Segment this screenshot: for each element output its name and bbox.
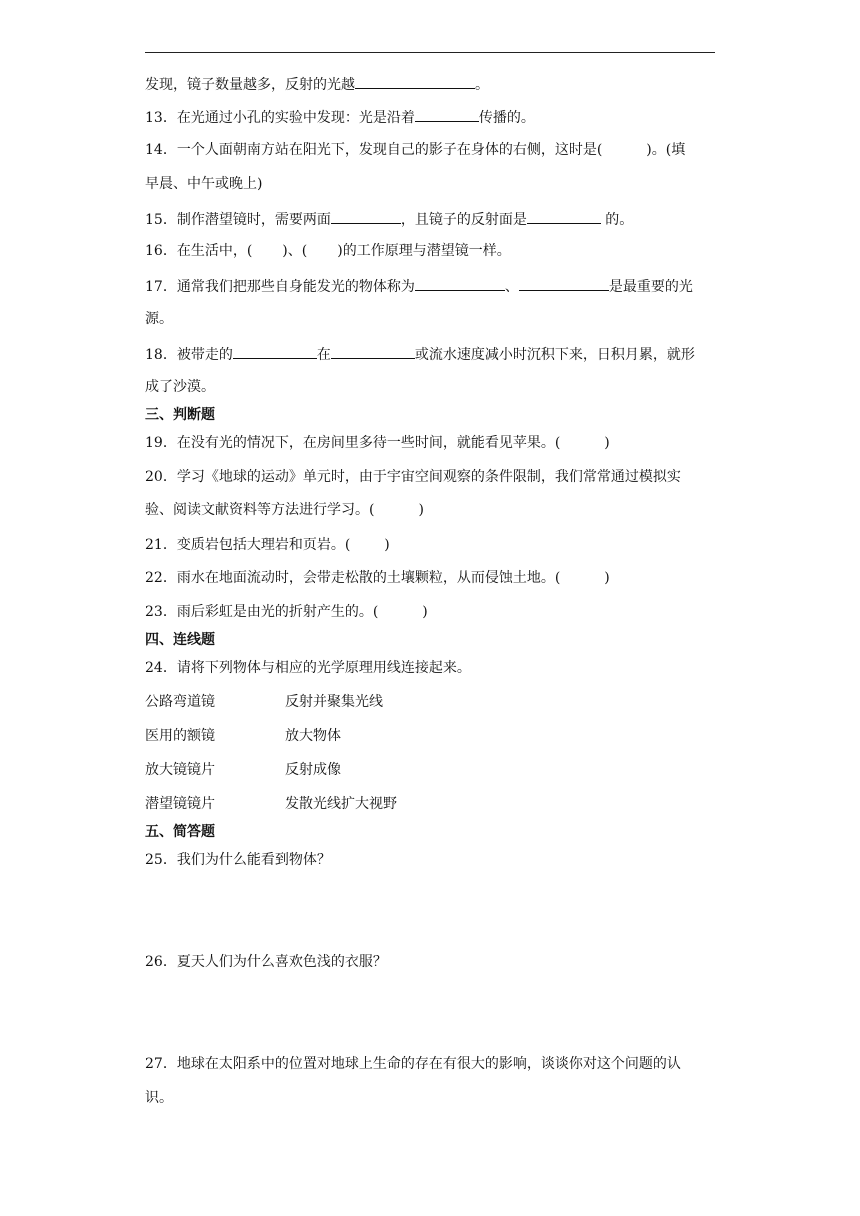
- question-text: 成了沙漠。: [145, 379, 215, 395]
- question-24: [145, 658, 471, 678]
- question-text: 地球在太阳系中的位置对地球上生命的存在有很大的影响，谈谈你对这个问题的认: [176, 1056, 681, 1072]
- question-number: 24．: [145, 660, 177, 676]
- question-number: 14．: [145, 142, 177, 158]
- match-right-item[interactable]: 反射并聚集光线: [285, 694, 383, 710]
- question-number: 18．: [145, 347, 177, 363]
- question-number: 20．: [145, 469, 177, 485]
- question-27-line2: [145, 1088, 173, 1108]
- question-text: 在: [316, 347, 331, 363]
- question-12-continuation: [145, 73, 489, 93]
- question-20: [145, 467, 681, 487]
- question-number: 25．: [145, 852, 177, 868]
- question-text: 的。: [600, 212, 634, 228]
- question-text: 是最重要的光: [608, 279, 693, 295]
- question-text: 一个人面朝南方站在阳光下，发现自己的影子在身体的右侧，这时是(: [176, 142, 603, 158]
- question-23: [145, 602, 428, 622]
- question-21: [145, 535, 390, 555]
- question-text: 或流水速度减小时沉积下来，日积月累，就形: [414, 347, 695, 363]
- question-text: 请将下列物体与相应的光学原理用线连接起来。: [176, 660, 471, 676]
- question-number: 19．: [145, 435, 177, 451]
- question-text: ): [384, 537, 390, 553]
- question-text: 夏天人们为什么喜欢色浅的衣服？: [176, 954, 387, 970]
- question-number: 15．: [145, 212, 177, 228]
- answer-blank[interactable]: [415, 275, 505, 291]
- question-text: 雨水在地面流动时，会带走松散的土壤颗粒，从而侵蚀土地。(: [176, 570, 561, 586]
- question-13: [145, 106, 535, 126]
- question-text: )的工作原理与潜望镜一样。: [337, 243, 511, 259]
- question-number: 27．: [145, 1056, 177, 1072]
- question-number: 22．: [145, 570, 177, 586]
- header-rule: [145, 52, 715, 53]
- answer-blank[interactable]: [331, 208, 401, 224]
- answer-blank[interactable]: [519, 275, 609, 291]
- section-heading-judgement: 三、判断题: [145, 407, 215, 423]
- question-text: ): [604, 435, 610, 451]
- question-text: 制作潜望镜时，需要两面: [176, 212, 331, 228]
- question-number: 13．: [145, 110, 177, 126]
- answer-blank[interactable]: [355, 73, 475, 89]
- question-text: 学习《地球的运动》单元时，由于宇宙空间观察的条件限制，我们常常通过模拟实: [176, 469, 681, 485]
- question-text: 、: [504, 279, 519, 295]
- question-17: [145, 275, 693, 295]
- question-19: [145, 433, 610, 453]
- question-text: 源。: [145, 311, 173, 327]
- question-16: [145, 241, 511, 261]
- question-text: ): [418, 502, 424, 518]
- answer-blank[interactable]: [527, 208, 601, 224]
- question-text: 变质岩包括大理岩和页岩。(: [176, 537, 351, 553]
- question-26: [145, 952, 387, 972]
- question-text: )。(填: [646, 142, 686, 158]
- question-number: 21．: [145, 537, 177, 553]
- answer-blank[interactable]: [415, 106, 479, 122]
- question-text: 我们为什么能看到物体？: [176, 852, 331, 868]
- answer-blank[interactable]: [331, 343, 415, 359]
- question-20-line2: [145, 500, 424, 520]
- question-text: 在生活中，(: [176, 243, 253, 259]
- question-number: 16．: [145, 243, 177, 259]
- question-15: [145, 208, 633, 228]
- question-text: )、(: [282, 243, 308, 259]
- question-18-line2: [145, 377, 215, 397]
- question-14: [145, 140, 685, 160]
- question-25: [145, 850, 331, 870]
- question-17-line2: [145, 309, 173, 329]
- question-18: [145, 343, 695, 363]
- question-22: [145, 568, 610, 588]
- section-heading-matching: 四、连线题: [145, 632, 215, 648]
- question-number: 26．: [145, 954, 177, 970]
- match-right-item[interactable]: 放大物体: [285, 728, 341, 744]
- question-27: [145, 1054, 681, 1074]
- match-left-item[interactable]: 公路弯道镜: [145, 694, 215, 710]
- match-left-item[interactable]: 医用的额镜: [145, 728, 215, 744]
- question-text: 被带走的: [176, 347, 233, 363]
- question-number: 23．: [145, 604, 177, 620]
- question-text: 雨后彩虹是由光的折射产生的。(: [176, 604, 379, 620]
- question-text: 早晨、中午或晚上): [145, 176, 263, 192]
- question-text: 。: [475, 77, 489, 93]
- question-text: 传播的。: [478, 110, 535, 126]
- match-right-item[interactable]: 反射成像: [285, 762, 341, 778]
- question-text: ): [422, 604, 428, 620]
- section-heading-short-answer: 五、简答题: [145, 824, 215, 840]
- question-text: 在光通过小孔的实验中发现：光是沿着: [176, 110, 415, 126]
- question-text: 在没有光的情况下，在房间里多待一些时间，就能看见苹果。(: [176, 435, 561, 451]
- question-text: 发现，镜子数量越多，反射的光越: [145, 77, 355, 93]
- question-text: 验、阅读文献资料等方法进行学习。(: [145, 502, 375, 518]
- answer-blank[interactable]: [233, 343, 317, 359]
- match-right-item[interactable]: 发散光线扩大视野: [285, 796, 397, 812]
- question-text: 通常我们把那些自身能发光的物体称为: [176, 279, 415, 295]
- question-number: 17．: [145, 279, 177, 295]
- match-left-item[interactable]: 潜望镜镜片: [145, 796, 215, 812]
- question-text: ): [604, 570, 610, 586]
- question-text: 识。: [145, 1090, 173, 1106]
- question-14-line2: [145, 174, 262, 194]
- match-left-item[interactable]: 放大镜镜片: [145, 762, 215, 778]
- question-text: ，且镜子的反射面是: [400, 212, 527, 228]
